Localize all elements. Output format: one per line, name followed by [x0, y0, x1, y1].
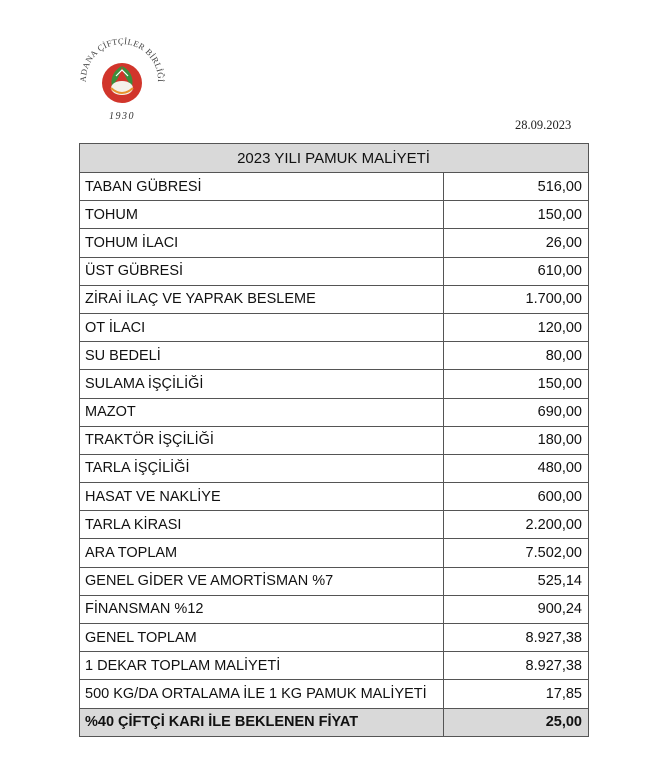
cost-item-value: 610,00 [444, 257, 589, 285]
table-row [80, 567, 589, 595]
cost-item-label: TOHUM İLACI [80, 229, 444, 257]
cost-item-value: 900,24 [444, 595, 589, 623]
cost-item-label: MAZOT [80, 398, 444, 426]
cost-item-value: 150,00 [444, 370, 589, 398]
cost-item-label: OT İLACI [80, 313, 444, 341]
cost-item-label: HASAT VE NAKLİYE [80, 483, 444, 511]
cost-item-value: 7.502,00 [444, 539, 589, 567]
logo-emblem-icon [102, 63, 142, 103]
cost-item-value: 120,00 [444, 313, 589, 341]
cost-item-label: ARA TOPLAM [80, 539, 444, 567]
cost-item-value: 150,00 [444, 201, 589, 229]
cost-item-value: 25,00 [444, 708, 589, 736]
adana-ciftciler-birligi-logo [72, 26, 172, 126]
table-row [80, 173, 589, 201]
table-row [80, 398, 589, 426]
cost-item-value: 525,14 [444, 567, 589, 595]
table-row [80, 229, 589, 257]
table-title: 2023 YILI PAMUK MALİYETİ [80, 144, 589, 173]
table-row [80, 483, 589, 511]
table-row [80, 595, 589, 623]
table-row [80, 680, 589, 708]
cost-item-label: GENEL TOPLAM [80, 624, 444, 652]
logo-arc-text: ADANA ÇİFTÇİLER BİRLİĞİ [77, 36, 167, 83]
cost-item-value: 2.200,00 [444, 511, 589, 539]
cost-item-label: TARLA KİRASI [80, 511, 444, 539]
cost-item-value: 600,00 [444, 483, 589, 511]
cost-item-label: SULAMA İŞÇİLİĞİ [80, 370, 444, 398]
cost-item-value: 80,00 [444, 342, 589, 370]
cost-item-label: TABAN GÜBRESİ [80, 173, 444, 201]
cost-item-label: GENEL GİDER VE AMORTİSMAN %7 [80, 567, 444, 595]
table-row [80, 454, 589, 482]
cost-item-label: ZİRAİ İLAÇ VE YAPRAK BESLEME [80, 285, 444, 313]
table-row [80, 313, 589, 341]
cost-item-value: 180,00 [444, 426, 589, 454]
cost-item-value: 480,00 [444, 454, 589, 482]
table-title-row [80, 144, 589, 173]
cotton-cost-table [79, 143, 589, 737]
table-row [80, 652, 589, 680]
document-date: 28.09.2023 [515, 118, 572, 132]
table-row [80, 342, 589, 370]
table-row [80, 285, 589, 313]
cost-item-label: FİNANSMAN %12 [80, 595, 444, 623]
final-price-row [80, 708, 589, 736]
table-row [80, 370, 589, 398]
cost-item-value: 8.927,38 [444, 624, 589, 652]
cost-item-label: TARLA İŞÇİLİĞİ [80, 454, 444, 482]
table-row [80, 539, 589, 567]
table-row [80, 511, 589, 539]
cost-item-label: 500 KG/DA ORTALAMA İLE 1 KG PAMUK MALİYETİ [80, 680, 444, 708]
table-row [80, 201, 589, 229]
cost-item-value: 26,00 [444, 229, 589, 257]
cost-item-value: 1.700,00 [444, 285, 589, 313]
cost-item-value: 17,85 [444, 680, 589, 708]
cost-item-label: TRAKTÖR İŞÇİLİĞİ [80, 426, 444, 454]
cost-item-label: ÜST GÜBRESİ [80, 257, 444, 285]
table-row [80, 624, 589, 652]
cost-item-label: %40 ÇİFTÇİ KARI İLE BEKLENEN FİYAT [80, 708, 444, 736]
cost-item-value: 516,00 [444, 173, 589, 201]
cost-item-value: 8.927,38 [444, 652, 589, 680]
logo-year: 1930 [109, 111, 135, 122]
cost-item-label: 1 DEKAR TOPLAM MALİYETİ [80, 652, 444, 680]
table-row [80, 257, 589, 285]
table-row [80, 426, 589, 454]
cost-item-label: TOHUM [80, 201, 444, 229]
cost-item-value: 690,00 [444, 398, 589, 426]
cost-item-label: SU BEDELİ [80, 342, 444, 370]
